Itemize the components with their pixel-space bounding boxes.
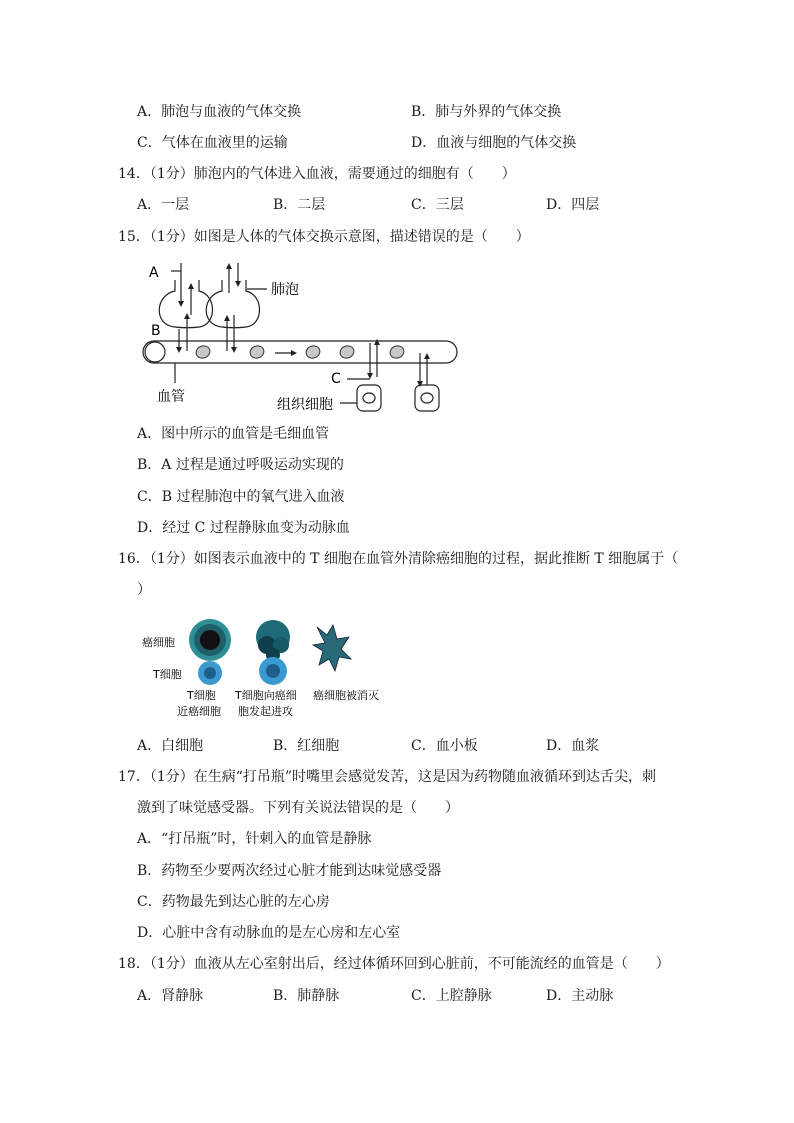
q13-option-b: B．肺与外界的气体交换 — [411, 104, 562, 120]
tissue-cell-1 — [357, 385, 381, 411]
alveolus-right — [206, 280, 259, 328]
alveolus-left — [159, 280, 212, 328]
label-c: C — [331, 371, 341, 387]
q15-option-c: C．B 过程肺泡中的氧气进入血液 — [137, 489, 345, 505]
q14-stem: 14．（1分）肺泡内的气体进入血液，需要通过的细胞有（ ） — [118, 166, 516, 182]
caption2-line1: T细胞向癌细 — [235, 689, 297, 702]
label-cancer-cell: 癌细胞 — [142, 636, 175, 649]
capillary-tube — [143, 341, 457, 363]
q15-option-d: D．经过 C 过程静脉血变为动脉血 — [137, 520, 350, 536]
q13-option-c: C．气体在血液里的运输 — [137, 135, 288, 151]
q16-option-c: C．血小板 — [411, 738, 478, 754]
t-cell-figure — [135, 615, 395, 725]
q14-option-a: A．一层 — [137, 197, 190, 213]
gas-exchange-diagram — [135, 255, 475, 415]
q18-option-a: A．肾静脉 — [137, 988, 204, 1004]
q17-stem-line1: 17．（1分）在生病“打吊瓶”时嘴里会感觉发苦，这是因为药物随血液循环到达舌尖，刺 — [118, 769, 657, 785]
q18-option-b: B．肺静脉 — [273, 988, 340, 1004]
q16-stem-line2: ） — [137, 582, 151, 598]
label-b: B — [151, 323, 161, 339]
q16-stem-line1: 16．（1分）如图表示血液中的 T 细胞在血管外清除癌细胞的过程，据此推断 T 细胞属于（ — [118, 551, 679, 567]
q15-option-a: A．图中所示的血管是毛细血管 — [137, 426, 330, 442]
t-cell-stage1 — [198, 661, 222, 685]
label-alveolus: 肺泡 — [271, 282, 299, 298]
q17-option-b: B．药物至少要两次经过心脏才能到达味觉感受器 — [137, 863, 442, 879]
tissue-cell-2 — [415, 385, 439, 411]
q16-option-d: D．血浆 — [546, 738, 600, 754]
caption2-line2: 胞发起进攻 — [238, 705, 293, 718]
q13-option-a: A．肺泡与血液的气体交换 — [137, 104, 302, 120]
q17-stem-line2: 激到了味觉感受器。下列有关说法错误的是（ ） — [137, 800, 459, 816]
q14-option-c: C．三层 — [411, 197, 464, 213]
q13-option-d: D．血液与细胞的气体交换 — [411, 135, 577, 151]
caption1-line1: T细胞 — [187, 689, 216, 702]
q17-option-d: D．心脏中含有动脉血的是左心房和左心室 — [137, 925, 401, 941]
q14-option-d: D．四层 — [546, 197, 600, 213]
label-a: A — [149, 265, 159, 281]
q16-option-a: A．白细胞 — [137, 738, 204, 754]
q14-option-b: B．二层 — [273, 197, 326, 213]
q18-option-c: C．上腔静脉 — [411, 988, 492, 1004]
cancer-cell-stage1 — [189, 619, 231, 661]
q16-option-b: B．红细胞 — [273, 738, 340, 754]
destroyed-cancer-cell — [313, 625, 351, 671]
t-cell-stage2 — [259, 657, 287, 685]
cancer-cell-stage2 — [256, 620, 290, 662]
label-tissue-cell: 组织细胞 — [277, 397, 333, 413]
q17-option-a: A．“打吊瓶”时，针刺入的血管是静脉 — [137, 831, 372, 847]
label-vessel: 血管 — [157, 389, 185, 405]
label-t-cell: T细胞 — [153, 668, 182, 681]
q15-stem: 15．（1分）如图是人体的气体交换示意图，描述错误的是（ ） — [118, 229, 530, 245]
caption1-line2: 近癌细胞 — [177, 705, 221, 718]
q17-option-c: C．药物最先到达心脏的左心房 — [137, 894, 330, 910]
q18-stem: 18．（1分）血液从左心室射出后，经过体循环回到心脏前，不可能流经的血管是（ ） — [118, 956, 670, 972]
q18-option-d: D．主动脉 — [546, 988, 614, 1004]
q15-option-b: B．A 过程是通过呼吸运动实现的 — [137, 457, 344, 473]
caption3: 癌细胞被消灭 — [313, 689, 379, 702]
